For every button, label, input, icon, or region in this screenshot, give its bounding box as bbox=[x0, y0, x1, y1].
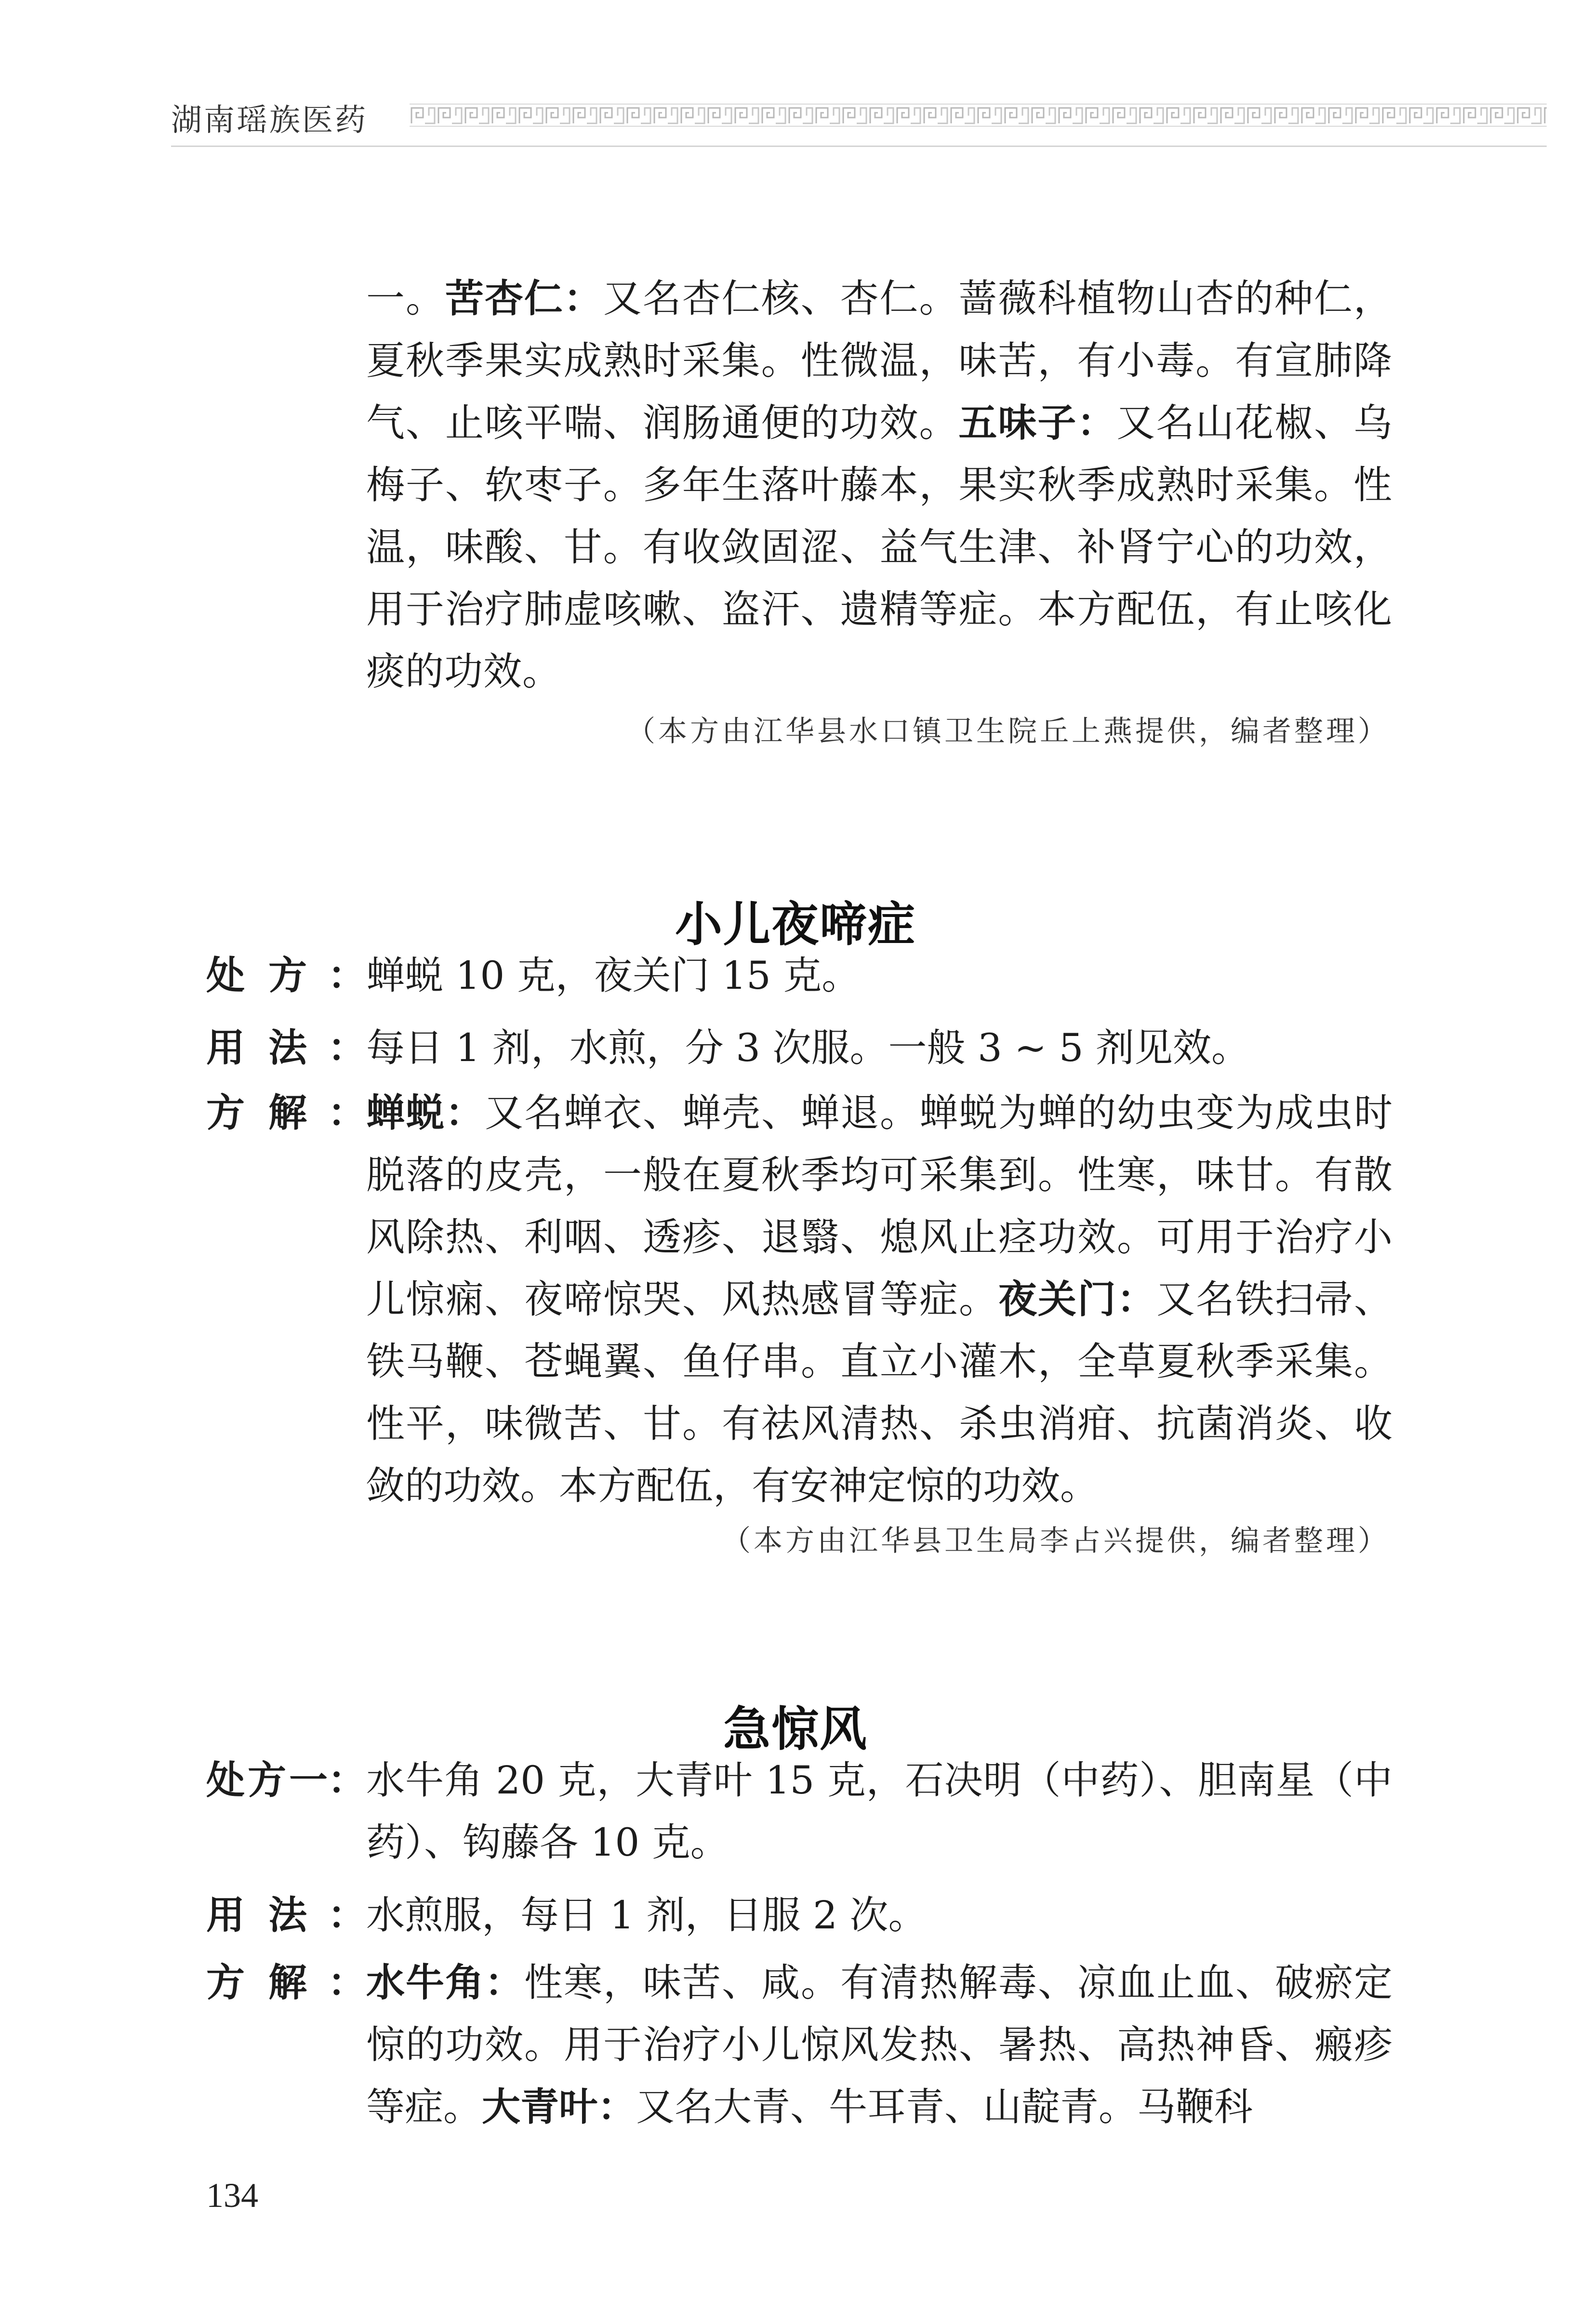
herb-name: 大青叶： bbox=[482, 2085, 636, 2129]
entry-text bbox=[366, 1017, 1392, 1079]
header-ornament-band bbox=[410, 101, 1547, 129]
entry-text bbox=[366, 1884, 1392, 1946]
entry-label bbox=[206, 1749, 366, 1811]
usage-entry bbox=[206, 1017, 1392, 1079]
intro-source-note: （本方由江华县水口镇卫生院丘上燕提供，编者整理） bbox=[626, 715, 1390, 748]
text-run: 又名山花椒、乌梅子、软枣子。多年生落叶藤本，果实秋季成熟时采集。性温，味酸、甘。有收敛固涩、益气生津、补肾宁心的功效，用于治疗肺虚咳嗽、盗汗、遗精等症。本方配伍，有止咳化痰的功效。 bbox=[366, 400, 1393, 694]
entry-text bbox=[366, 1749, 1392, 1873]
page-number: 134 bbox=[206, 2176, 258, 2215]
text-run: 又名铁扫帚、铁马鞭、苍蝇翼、鱼仔串。直立小灌木，全草夏秋季采集。性平，味微苦、甘。有祛风清热、杀虫消疳、抗菌消炎、收敛的功效。本方配伍，有安神定惊的功效。 bbox=[366, 1277, 1392, 1508]
label-char: 法 bbox=[268, 1025, 307, 1070]
label-colon: ： bbox=[328, 1893, 366, 1938]
usage-entry bbox=[206, 1884, 1392, 1946]
section-source-note: （本方由江华县卫生局李占兴提供，编者整理） bbox=[722, 1524, 1390, 1558]
section-title-acute-convulsion: 急惊风 bbox=[723, 1701, 868, 1757]
herb-name: 苦杏仁： bbox=[445, 276, 603, 321]
entry-text bbox=[366, 1082, 1392, 1517]
entry-label bbox=[206, 944, 366, 1007]
explanation-entry bbox=[206, 1952, 1392, 2138]
text-run: 蝉蜕 10 克，夜关门 15 克。 bbox=[366, 953, 861, 998]
label-char: 法 bbox=[268, 1893, 307, 1938]
label-char: 用 bbox=[206, 1025, 245, 1070]
label-char: 处 bbox=[206, 953, 245, 998]
section-title-infant-night-crying: 小儿夜啼症 bbox=[675, 897, 916, 952]
label-colon: ： bbox=[328, 1758, 366, 1803]
entry-label bbox=[206, 1952, 366, 2014]
label-char: 解 bbox=[268, 1090, 307, 1135]
label-char: 解 bbox=[268, 1960, 307, 2005]
label-char: 处 bbox=[206, 1758, 245, 1803]
entry-label bbox=[206, 1884, 366, 1946]
text-run: 性寒，味苦、咸。有清热解毒、凉血止血、破瘀定惊的功效。用于治疗小儿惊风发热、暑热、高热神昏、瘢疹等症。 bbox=[366, 1960, 1392, 2129]
entry-label bbox=[206, 1082, 366, 1144]
entry-text bbox=[366, 944, 1392, 1007]
label-colon: ： bbox=[328, 1960, 366, 2005]
entry-label bbox=[206, 1017, 366, 1079]
entry-text bbox=[366, 1952, 1392, 2138]
text-run: 又名蝉衣、蝉壳、蝉退。蝉蜕为蝉的幼虫变为成虫时脱落的皮壳，一般在夏秋季均可采集到。性寒，味甘。有散风除热、利咽、透疹、退翳、熄风止痉功效。可用于治疗小儿惊痫、夜啼惊哭、风热感冒等症。 bbox=[366, 1090, 1392, 1322]
label-char: 方 bbox=[206, 1960, 245, 2005]
prescription-one-entry bbox=[206, 1749, 1392, 1873]
text-run: 每日 1 剂，水煎，分 3 次服。一般 3 ~ 5 剂见效。 bbox=[366, 1025, 1250, 1070]
text-run: 又名杏仁核、杏仁。蔷薇科植物山杏的种仁，夏秋季果实成熟时采集。性微温，味苦，有小毒。有宣肺降气、止咳平喘、润肠通便的功效。 bbox=[366, 276, 1393, 445]
label-char: 用 bbox=[206, 1893, 245, 1938]
prescription-entry bbox=[206, 944, 1392, 1007]
text-run: 又名大青、牛耳青、山靛青。马鞭科 bbox=[636, 2085, 1253, 2129]
label-char: 方 bbox=[268, 953, 307, 998]
label-char: 一 bbox=[289, 1758, 328, 1803]
label-colon: ： bbox=[328, 1025, 366, 1070]
running-header-title: 湖南瑶族医药 bbox=[171, 103, 368, 138]
herb-name: 夜关门： bbox=[998, 1277, 1156, 1322]
herb-name: 五味子： bbox=[958, 400, 1117, 445]
label-char: 方 bbox=[248, 1758, 286, 1803]
herb-name: 蝉蜕： bbox=[366, 1090, 485, 1135]
label-char: 方 bbox=[206, 1090, 245, 1135]
continued-explanation-paragraph bbox=[366, 267, 1392, 703]
label-colon: ： bbox=[328, 953, 366, 998]
text-run: 一。 bbox=[366, 276, 445, 321]
herb-name: 水牛角： bbox=[366, 1960, 524, 2005]
header-rule bbox=[171, 146, 1547, 147]
label-colon: ： bbox=[328, 1090, 366, 1135]
text-run: 水煎服，每日 1 剂，日服 2 次。 bbox=[366, 1893, 927, 1938]
text-run: 水牛角 20 克，大青叶 15 克，石决明（中药）、胆南星（中药）、钩藤各 10 克。 bbox=[366, 1758, 1392, 1865]
explanation-entry bbox=[206, 1082, 1392, 1517]
